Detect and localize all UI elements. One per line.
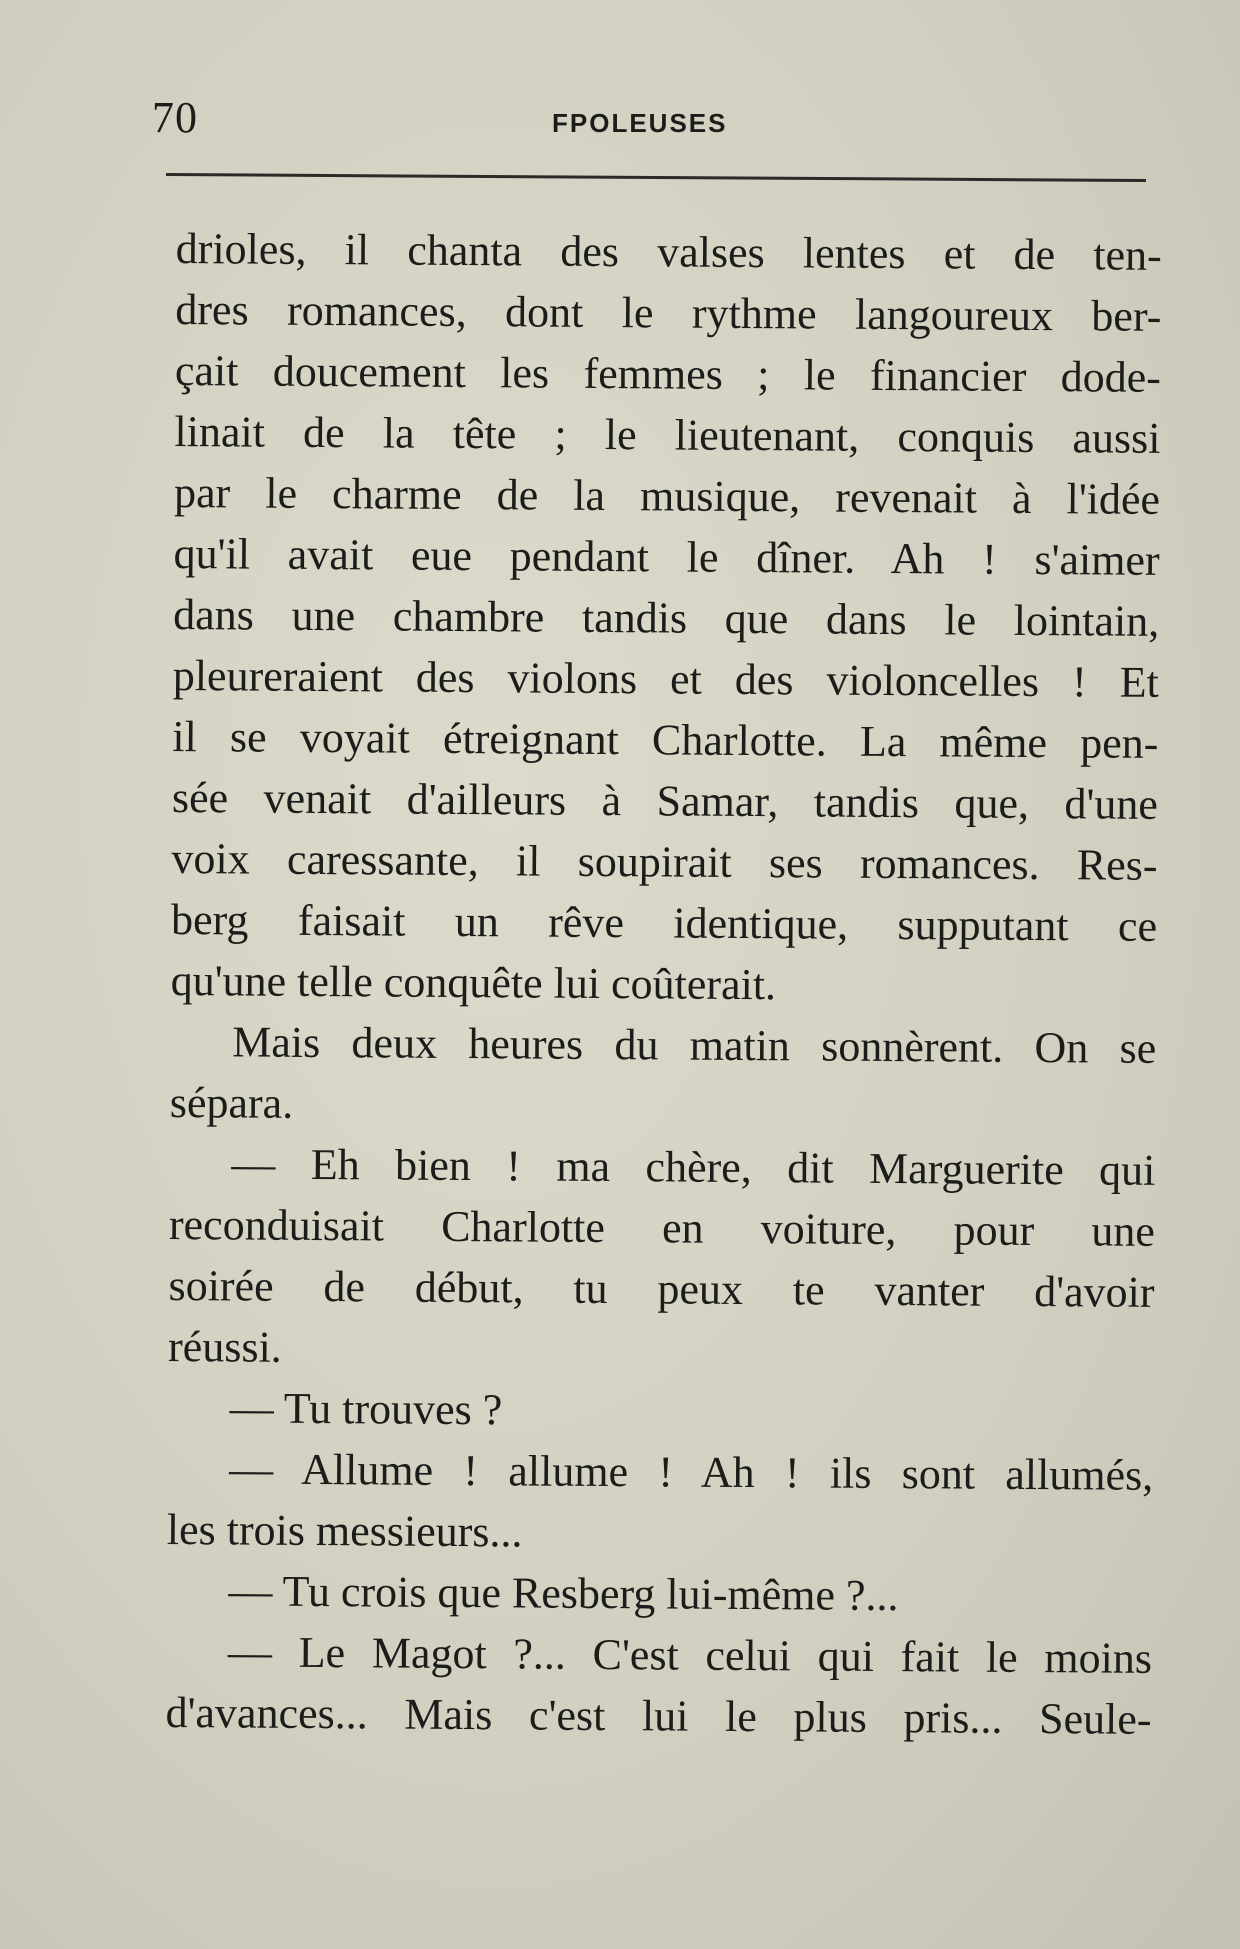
page-header [152,92,1142,152]
text-line: linait de la tête ; le lieutenant, conquis aussi [174,406,1161,463]
text-line: qu'il avait eue pendant le dîner. Ah ! s'aimer [173,528,1160,585]
text-line: — Tu crois que Resberg lui-même ?... [228,1566,899,1621]
text-line: dans une chambre tandis que dans le lointain, [173,589,1160,646]
text-line: les trois messieurs... [166,1504,523,1557]
text-line: voix caressante, il soupirait ses romances. Res- [171,833,1158,890]
text-line: sépara. [169,1077,294,1128]
text-line: çait doucement les femmes ; le financier dode- [174,345,1162,402]
text-line: pleureraient des violons et des violoncelles ! Et [172,650,1159,707]
body-text [165,218,1162,1750]
header-rule [166,173,1146,182]
text-line: — Tu trouves ? [229,1383,503,1435]
text-line: d'avances... Mais c'est lui le plus pris... Seule- [165,1687,1152,1744]
text-line: par le charme de la musique, revenait à l'idée [173,467,1161,524]
text-line: berg faisait un rêve identique, supputant ce [170,894,1158,951]
text-line: Mais deux heures du matin sonnèrent. On se [232,1017,1157,1073]
text-line: — Allume ! allume ! Ah ! ils sont allumés, [229,1444,1154,1500]
text-line: drioles, il chanta des valses lentes et de ten- [175,223,1162,280]
text-line: — Le Magot ?... C'est celui qui fait le moins [227,1627,1153,1683]
running-title: FPOLEUSES [552,108,728,138]
text-line: réussi. [167,1321,282,1372]
text-line: — Eh bien ! ma chère, dit Marguerite qui [231,1139,1156,1195]
text-line: il se voyait étreignant Charlotte. La même pen- [172,711,1159,768]
text-line: dres romances, dont le rythme langoureux ber- [175,284,1162,341]
text-line: soirée de début, tu peux te vanter d'avoir [168,1260,1155,1317]
text-line: sée venait d'ailleurs à Samar, tandis que, d'une [171,772,1159,829]
text-line: qu'une telle conquête lui coûterait. [170,955,777,1010]
text-line: reconduisait Charlotte en voiture, pour une [168,1199,1156,1256]
page-number: 70 [152,93,198,142]
